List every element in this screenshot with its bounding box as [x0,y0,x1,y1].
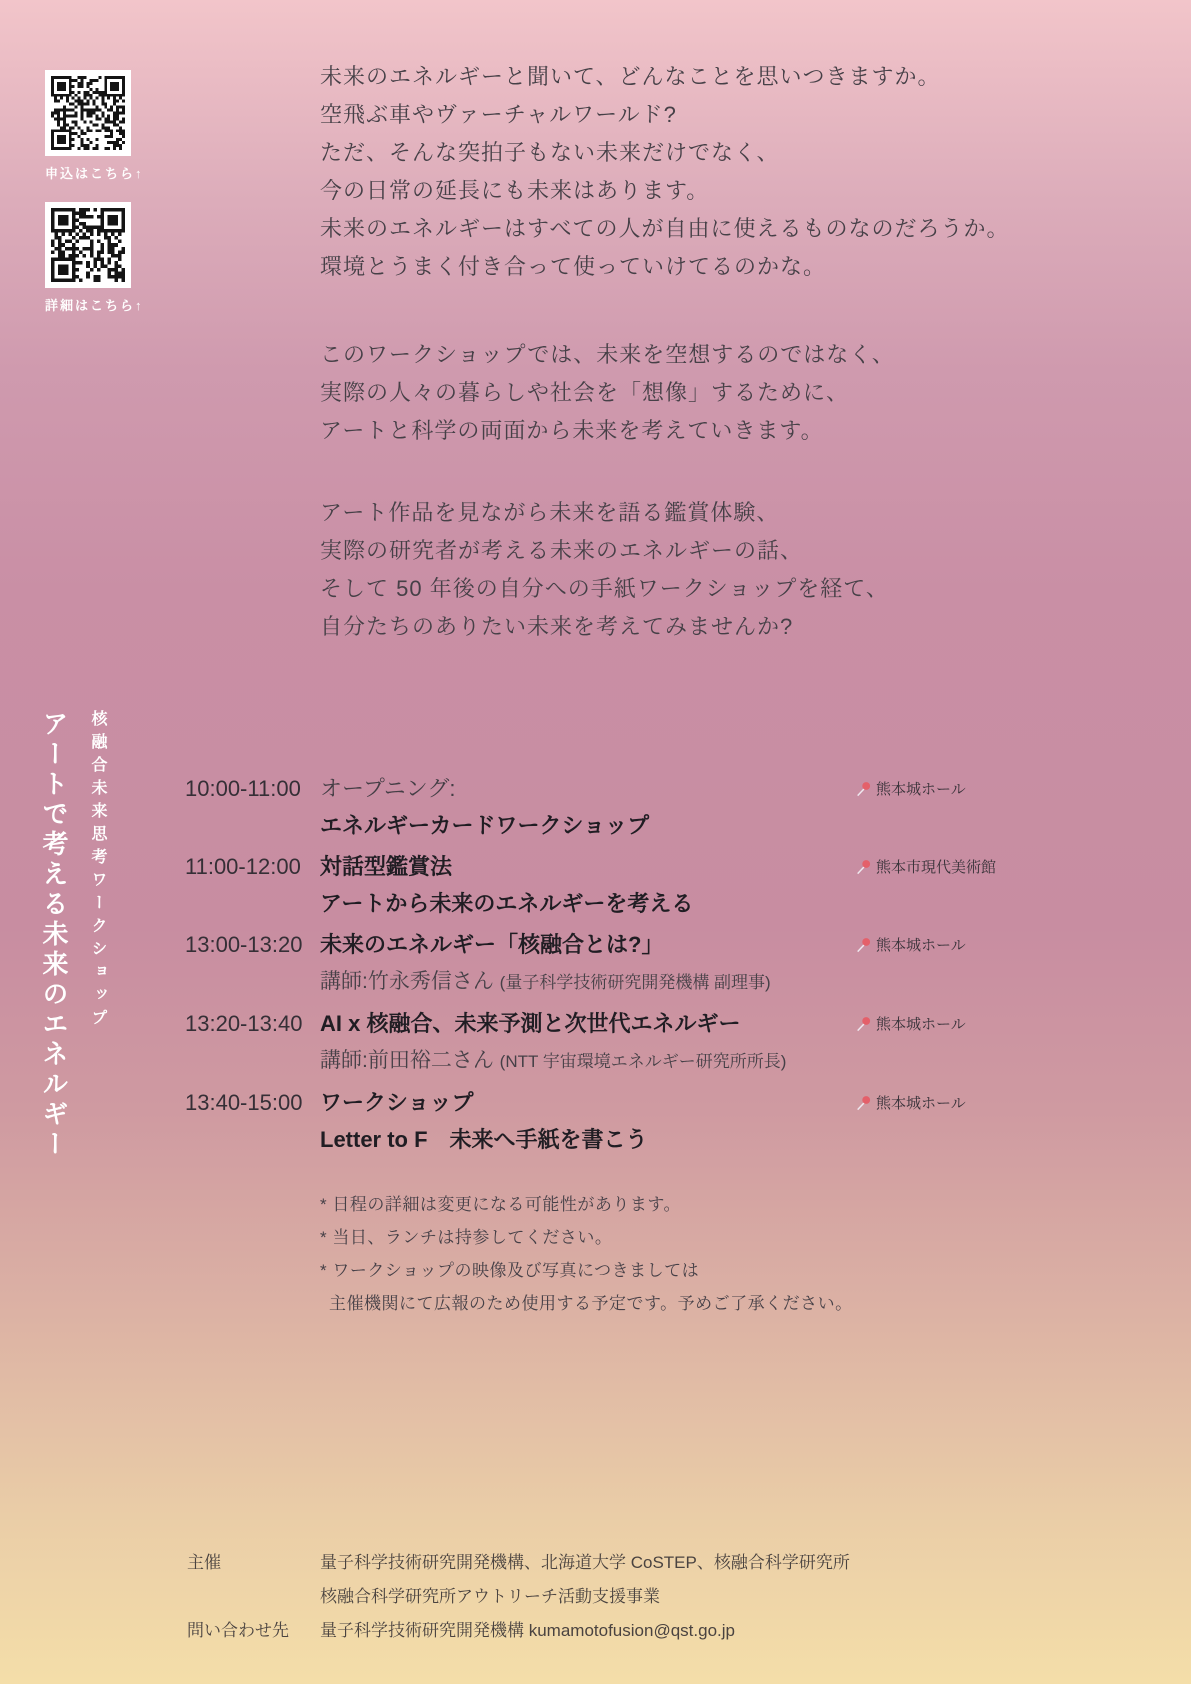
venue-label: 熊本市現代美術館 [876,859,997,876]
schedule-venue [855,1084,1045,1121]
intro-line: このワークショップでは、未来を空想するのではなく、 [320,342,895,367]
schedule-title: 対話型鑑賞法 [320,854,453,879]
note-line: * 当日、ランチは持参してください。 [320,1228,613,1247]
schedule-row-appreciation [185,848,1045,922]
event-title: アートで考える未来のエネルギー [39,710,69,1160]
schedule-time: 13:00-13:20 [185,932,303,957]
schedule-subtitle: アートから未来のエネルギーを考える [320,891,694,916]
notes-section [320,1188,853,1320]
intro-paragraph-2 [320,336,895,450]
event-title-vertical [36,710,109,1180]
intro-line: 環境とうまく付き合って使っていけてるのかな。 [320,254,827,279]
schedule-lecturer [320,1042,855,1080]
footer-info [187,1546,850,1648]
schedule-time: 10:00-11:00 [185,776,301,801]
intro-line: 今の日常の延長にも未来はあります。 [320,178,710,203]
note-line: 主催機関にて広報のため使用する予定です。予めご了承ください。 [329,1294,853,1313]
qr-code-detail [45,202,131,288]
intro-line: 未来のエネルギーと聞いて、どんなことを思いつきますか。 [320,64,941,89]
qr-detail-label: 詳細はこちら↑ [45,298,144,313]
intro-line: 未来のエネルギーはすべての人が自由に使えるものなのだろうか。 [320,216,1010,241]
organizer-line2: 核融合科学研究所アウトリーチ活動支援事業 [320,1587,660,1606]
contact-value: 量子科学技術研究開発機構 kumamotofusion@qst.go.jp [320,1621,735,1640]
schedule-time: 11:00-12:00 [185,854,301,879]
intro-line: 自分たちのありたい未来を考えてみませんか? [320,614,794,639]
note-line: * 日程の詳細は変更になる可能性があります。 [320,1195,681,1214]
qr-code-apply [45,70,131,156]
intro-line: アート作品を見ながら未来を語る鑑賞体験、 [320,500,780,525]
schedule-venue [855,1005,1045,1042]
venue-label: 熊本城ホール [876,1095,966,1112]
qr-apply-pattern [51,76,125,150]
intro-line: 実際の人々の暮らしや社会を「想像」するために、 [320,380,850,405]
schedule-time: 13:40-15:00 [185,1090,303,1115]
pushpin-icon [855,1095,871,1111]
schedule-title: オープニング: [320,776,456,801]
lecturer-affiliation: (量子科学技術研究開発機構 副理事) [499,973,771,992]
schedule-time: 13:20-13:40 [185,1011,303,1036]
pushpin-icon [855,1016,871,1032]
intro-paragraph-1 [320,58,1010,286]
venue-label: 熊本城ホール [876,937,966,954]
organizer-label: 主催 [187,1553,221,1572]
schedule-subtitle: エネルギーカードワークショップ [320,813,650,838]
schedule-subtitle: Letter to F 未来へ手紙を書こう [320,1127,648,1152]
venue-label: 熊本城ホール [876,1016,966,1033]
lecturer-name: 講師:前田裕二さん [320,1049,500,1072]
organizer-line1: 量子科学技術研究開発機構、北海道大学 CoSTEP、核融合科学研究所 [320,1553,850,1572]
intro-line: 空飛ぶ車やヴァーチャルワールド? [320,102,677,127]
schedule-lecturer [320,963,855,1001]
qr-detail-block [45,202,165,314]
event-subtitle: 核融合未来思考ワークショップ [89,710,106,1032]
schedule-title: 未来のエネルギー「核融合とは?」 [320,932,664,957]
intro-line: アートと科学の両面から未来を考えていきます。 [320,418,824,443]
qr-apply-label: 申込はこちら↑ [45,166,144,181]
qr-apply-block [45,70,165,182]
pushpin-icon [855,781,871,797]
schedule-title: ワークショップ [320,1090,474,1115]
intro-line: そして 50 年後の自分への手紙ワークショップを経て、 [320,576,889,601]
pushpin-icon [855,937,871,953]
intro-paragraph-3 [320,494,889,646]
schedule-table [185,770,1045,1162]
schedule-title: AI x 核融合、未来予測と次世代エネルギー [320,1011,741,1036]
lecturer-affiliation: (NTT 宇宙環境エネルギー研究所所長) [499,1052,787,1071]
lecturer-name: 講師:竹永秀信さん [320,970,500,993]
schedule-row-ai-talk [185,1005,1045,1080]
schedule-venue [855,848,1045,885]
qr-detail-pattern [51,208,125,282]
schedule-venue [855,770,1045,807]
pushpin-icon [855,859,871,875]
schedule-venue [855,926,1045,963]
schedule-row-letter-workshop [185,1084,1045,1158]
footer-spacer [187,1580,320,1614]
venue-label: 熊本城ホール [876,781,966,798]
schedule-row-opening [185,770,1045,844]
intro-line: ただ、そんな突拍子もない未来だけでなく、 [320,140,780,165]
contact-label: 問い合わせ先 [187,1621,289,1640]
note-line: * ワークショップの映像及び写真につきましては [320,1261,700,1280]
intro-line: 実際の研究者が考える未来のエネルギーの話、 [320,538,804,563]
schedule-row-fusion-talk [185,926,1045,1001]
